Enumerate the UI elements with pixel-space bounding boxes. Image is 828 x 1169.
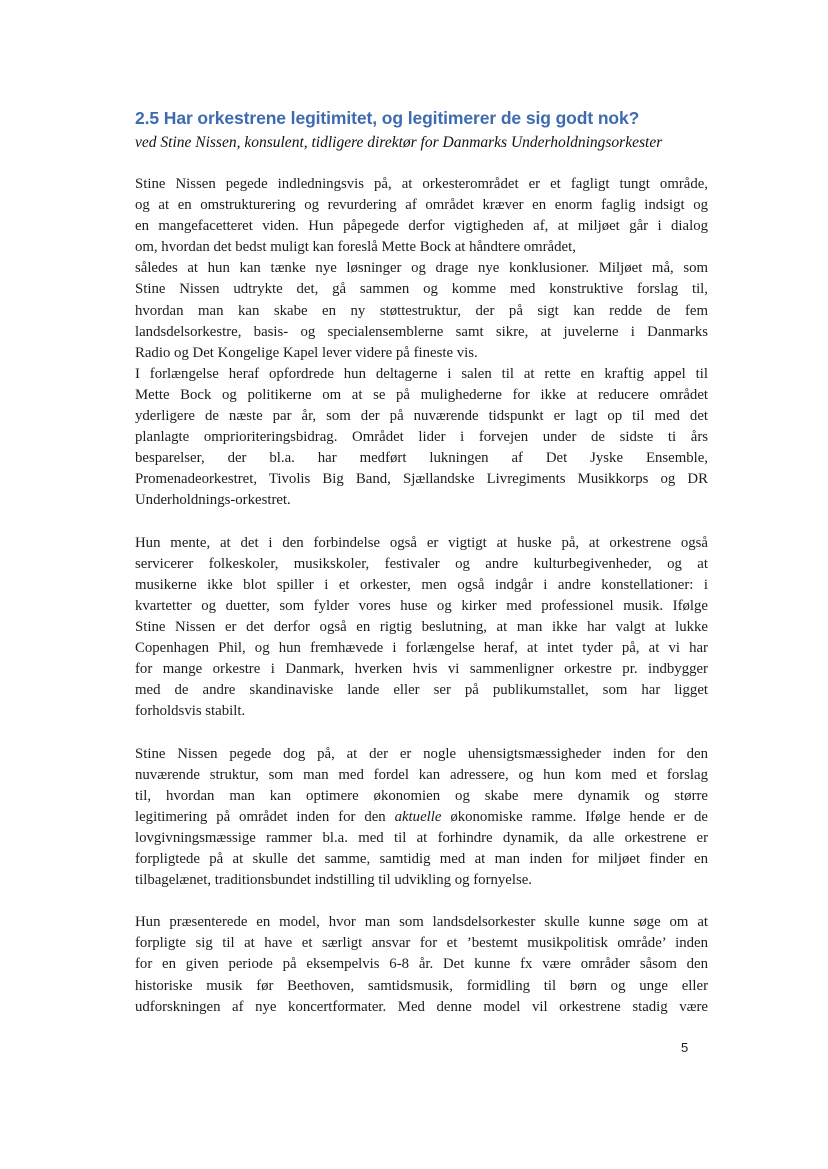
text-line	[135, 765, 708, 786]
text-run: Copenhagen Phil, og hun fremhævede i forlængelse heraf, at intet tyder på, at vi har	[135, 640, 708, 657]
text-run: Stine Nissen pegede dog på, at der er nogle uhensigtsmæssigheder inden for den	[135, 745, 708, 762]
paragraph	[135, 174, 708, 512]
text-line	[135, 954, 708, 975]
text-line	[135, 638, 708, 659]
text-run: Stine Nissen udtrykte det, gå sammen og komme med konstruktive forslag til,	[135, 281, 708, 298]
text-line	[135, 680, 708, 701]
text-run: udforskningen af nye koncertformater. Med denne model vil orkestrene stadig være	[135, 998, 708, 1015]
text-run: Mette Bock og politikerne om at se på mulighederne for ikke at reducere området	[135, 386, 708, 403]
text-line	[135, 807, 708, 828]
text-run: til, hvordan man kan optimere økonomien og skabe mere dynamik og større	[135, 787, 708, 804]
text-line	[135, 301, 708, 322]
text-line	[135, 258, 708, 279]
byline: ved Stine Nissen, konsulent, tidligere direktør for Danmarks Underholdningsorkester	[135, 134, 663, 151]
text-run: legitimering på området inden for den	[135, 808, 395, 825]
paragraph	[135, 533, 708, 723]
emphasized-text: aktuelle	[394, 808, 442, 825]
text-line	[135, 237, 708, 258]
text-run: forholdsvis stabilt.	[135, 703, 246, 720]
text-run: for en given periode på eksempelvis 6-8 år. Det kunne fx være områder såsom den	[135, 956, 708, 973]
text-line	[135, 596, 708, 617]
text-line	[135, 322, 708, 343]
text-run: Hun præsenterede en model, hvor man som landsdelsorkester skulle kunne søge om at	[135, 914, 708, 931]
text-line	[135, 385, 708, 406]
text-line	[135, 870, 708, 891]
text-run: besparelser, der bl.a. har medført lukningen af Det Jyske Ensemble,	[135, 450, 708, 467]
text-line	[135, 744, 708, 765]
text-line	[135, 976, 708, 997]
text-line	[135, 406, 708, 427]
text-line	[135, 174, 708, 195]
text-line	[135, 933, 708, 954]
text-run: nuværende struktur, som man med fordel kan adressere, og hun kom med et forslag	[135, 766, 708, 783]
text-line	[135, 533, 708, 554]
text-run: Stine Nissen pegede indledningsvis på, at orkesterområdet er et fagligt tungt område,	[135, 176, 708, 192]
text-run: musikerne ikke blot spiller i et orkester, men også indgår i andre konstellationer: i	[135, 576, 708, 593]
text-line	[135, 701, 708, 722]
text-line	[135, 279, 708, 300]
text-run: planlagte omprioriteringsbidrag. Området lider i forvejen under de sidste ti års	[135, 429, 708, 446]
text-run: og at en omstrukturering og revurdering af området kræver en enorm faglig indsigt og	[135, 197, 708, 214]
text-line	[135, 575, 708, 596]
text-run: yderligere de næste par år, som der på nuværende tidspunkt er lagt op til med det	[135, 408, 708, 425]
text-run: en mangefacetteret viden. Hun påpegede derfor vigtigheden af, at miljøet går i dialog	[135, 218, 708, 235]
text-line	[135, 448, 708, 469]
section-heading: 2.5 Har orkestrene legitimitet, og legitimerer de sig godt nok?	[135, 108, 640, 128]
text-line	[135, 659, 708, 680]
text-line	[135, 997, 708, 1018]
text-line	[135, 912, 708, 933]
text-run: Underholdnings-orkestret.	[135, 492, 291, 509]
text-run: historiske musik før Beethoven, samtidsmusik, formidling til børn og unge eller	[135, 977, 708, 994]
text-run: Promenadeorkestret, Tivolis Big Band, Sjællandske Livregiments Musikkorps og DR	[135, 471, 708, 488]
text-line	[135, 364, 708, 385]
paragraph	[135, 744, 708, 892]
text-run: med de andre skandinaviske lande eller ser på publikumstallet, som har ligget	[135, 682, 708, 699]
text-line	[135, 427, 708, 448]
text-line	[135, 617, 708, 638]
text-run: hvordan man kan skabe en ny støttestruktur, der på sigt kan redde de fem	[135, 302, 708, 319]
text-line	[135, 469, 708, 490]
text-run: om, hvordan det bedst muligt kan foreslå Mette Bock at håndtere området,	[135, 239, 576, 256]
text-run: forpligtede på at skulle det samme, samtidig med at man inden for miljøet finder en	[135, 851, 708, 867]
paragraph	[135, 912, 708, 1017]
text-run: servicerer folkeskoler, musikskoler, festivaler og andre kulturbegivenheder, og at	[135, 555, 708, 572]
text-run: I forlængelse heraf opfordrede hun deltagerne i salen til at rette en kraftig appel til	[135, 365, 708, 382]
text-line	[135, 828, 708, 849]
text-run: tilbagelænet, traditionsbundet indstilling til udvikling og fornyelse.	[135, 872, 533, 889]
text-run: Radio og Det Kongelige Kapel lever videre på fineste vis.	[135, 344, 478, 361]
body-text	[135, 174, 708, 1018]
text-line	[135, 786, 708, 807]
text-line	[135, 216, 708, 237]
text-line	[135, 490, 708, 511]
text-run: forpligte sig til at have et særligt ansvar for et ’bestemt musikpolitisk område’ inden	[135, 935, 708, 952]
page-content	[135, 106, 708, 1018]
text-run: således at hun kan tænke nye løsninger og drage nye konklusioner. Miljøet må, som	[135, 260, 708, 277]
text-line	[135, 343, 708, 364]
text-line	[135, 849, 708, 870]
text-run: lovgivningsmæssige rammer bl.a. med til at forhindre dynamik, da alle orkestrene er	[135, 829, 708, 846]
text-run: kvartetter og duetter, som fylder vores huse og kirker med professionel musik. Ifølge	[135, 597, 708, 614]
text-run: økonomiske ramme. Ifølge hende er de	[441, 808, 708, 825]
text-run: landsdelsorkestre, basis- og specialensemblerne samt sikre, at juvelerne i Danmarks	[135, 323, 708, 340]
text-line	[135, 195, 708, 216]
text-line	[135, 554, 708, 575]
text-run: Stine Nissen er det derfor også en rigtig beslutning, at man ikke har valgt at lukke	[135, 618, 708, 635]
text-run: for mange orkestre i Danmark, hverken hvis vi sammenligner orkestre pr. indbygger	[135, 661, 708, 678]
text-run: Hun mente, at det i den forbindelse også er vigtigt at huske på, at orkestrene også	[135, 534, 708, 551]
page-number: 5	[681, 1040, 689, 1055]
